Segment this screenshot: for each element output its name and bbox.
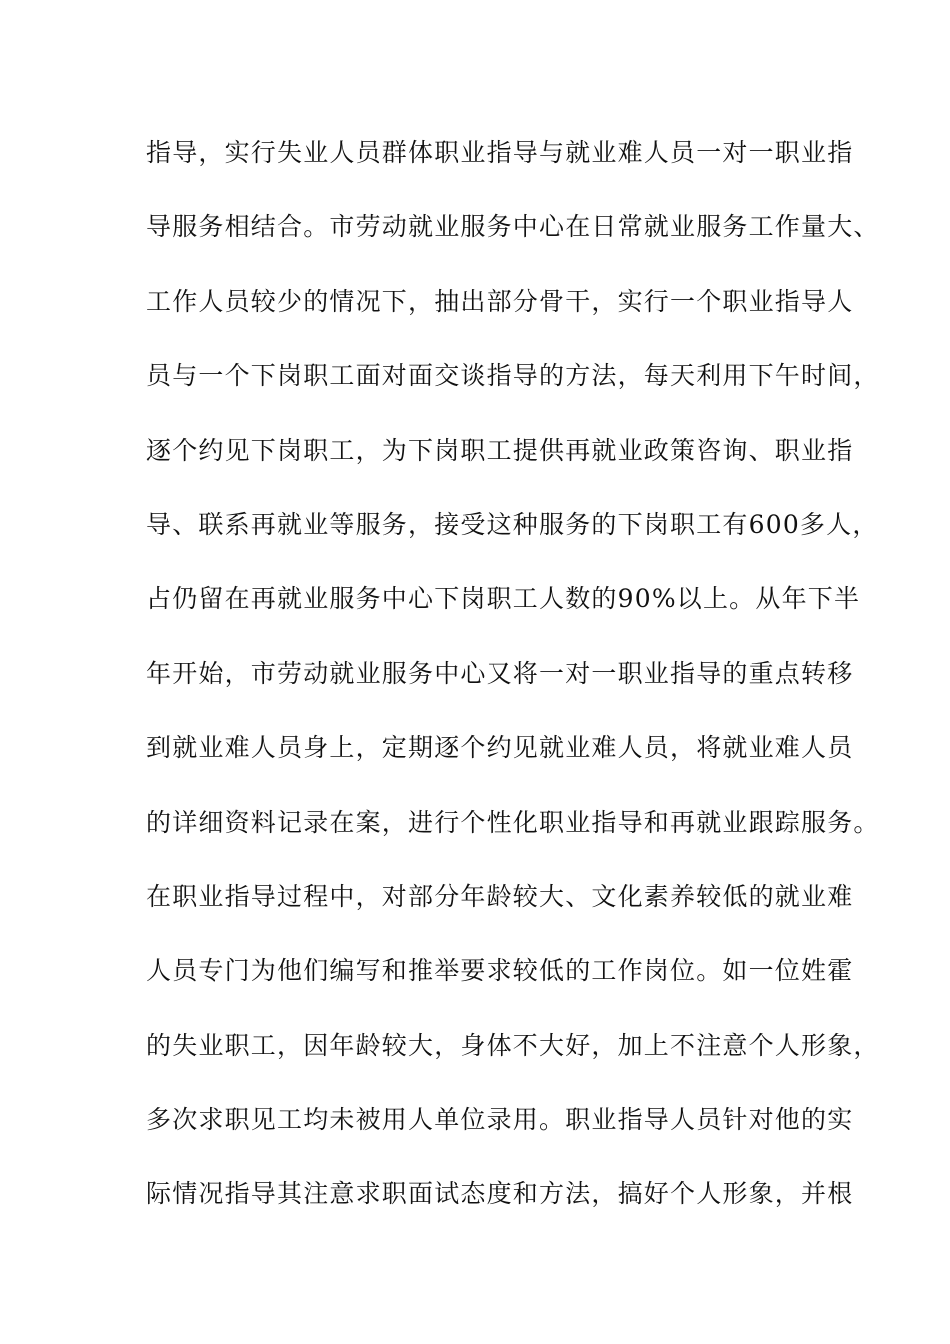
text-line-5: 逐个约见下岗职工，为下岗职工提供再就业政策咨询、职业指 [146, 435, 854, 465]
text-line-2: 导服务相结合。市劳动就业服务中心在日常就业服务工作量大、 [146, 212, 880, 242]
text-line-9: 到就业难人员身上，定期逐个约见就业难人员，将就业难人员 [146, 733, 854, 763]
text-line-8: 年开始，市劳动就业服务中心又将一对一职业指导的重点转移 [146, 658, 854, 688]
text-line-10: 的详细资料记录在案，进行个性化职业指导和再就业跟踪服务。 [146, 807, 880, 837]
text-line-1: 指导，实行失业人员群体职业指导与就业难人员一对一职业指 [146, 138, 854, 167]
text-line-11: 在职业指导过程中，对部分年龄较大、文化素养较低的就业难 [146, 881, 854, 911]
text-line-13: 的失业职工，因年龄较大，身体不大好，加上不注意个人形象， [146, 1030, 880, 1060]
body-text [146, 130, 880, 1246]
text-line-6: 导、联系再就业等服务，接受这种服务的下岗职工有600多人， [146, 509, 879, 539]
text-line-4: 员与一个下岗职工面对面交谈指导的方法，每天利用下午时间， [146, 361, 880, 391]
text-line-7: 占仍留在再就业服务中心下岗职工人数的90%以上。从年下半 [146, 584, 861, 614]
text-line-12: 人员专门为他们编写和推举要求较低的工作岗位。如一位姓霍 [146, 956, 854, 986]
text-line-14: 多次求职见工均未被用人单位录用。职业指导人员针对他的实 [146, 1105, 854, 1135]
text-line-15: 际情况指导其注意求职面试态度和方法，搞好个人形象，并根 [146, 1179, 854, 1209]
text-line-3: 工作人员较少的情况下，抽出部分骨干，实行一个职业指导人 [146, 286, 854, 316]
